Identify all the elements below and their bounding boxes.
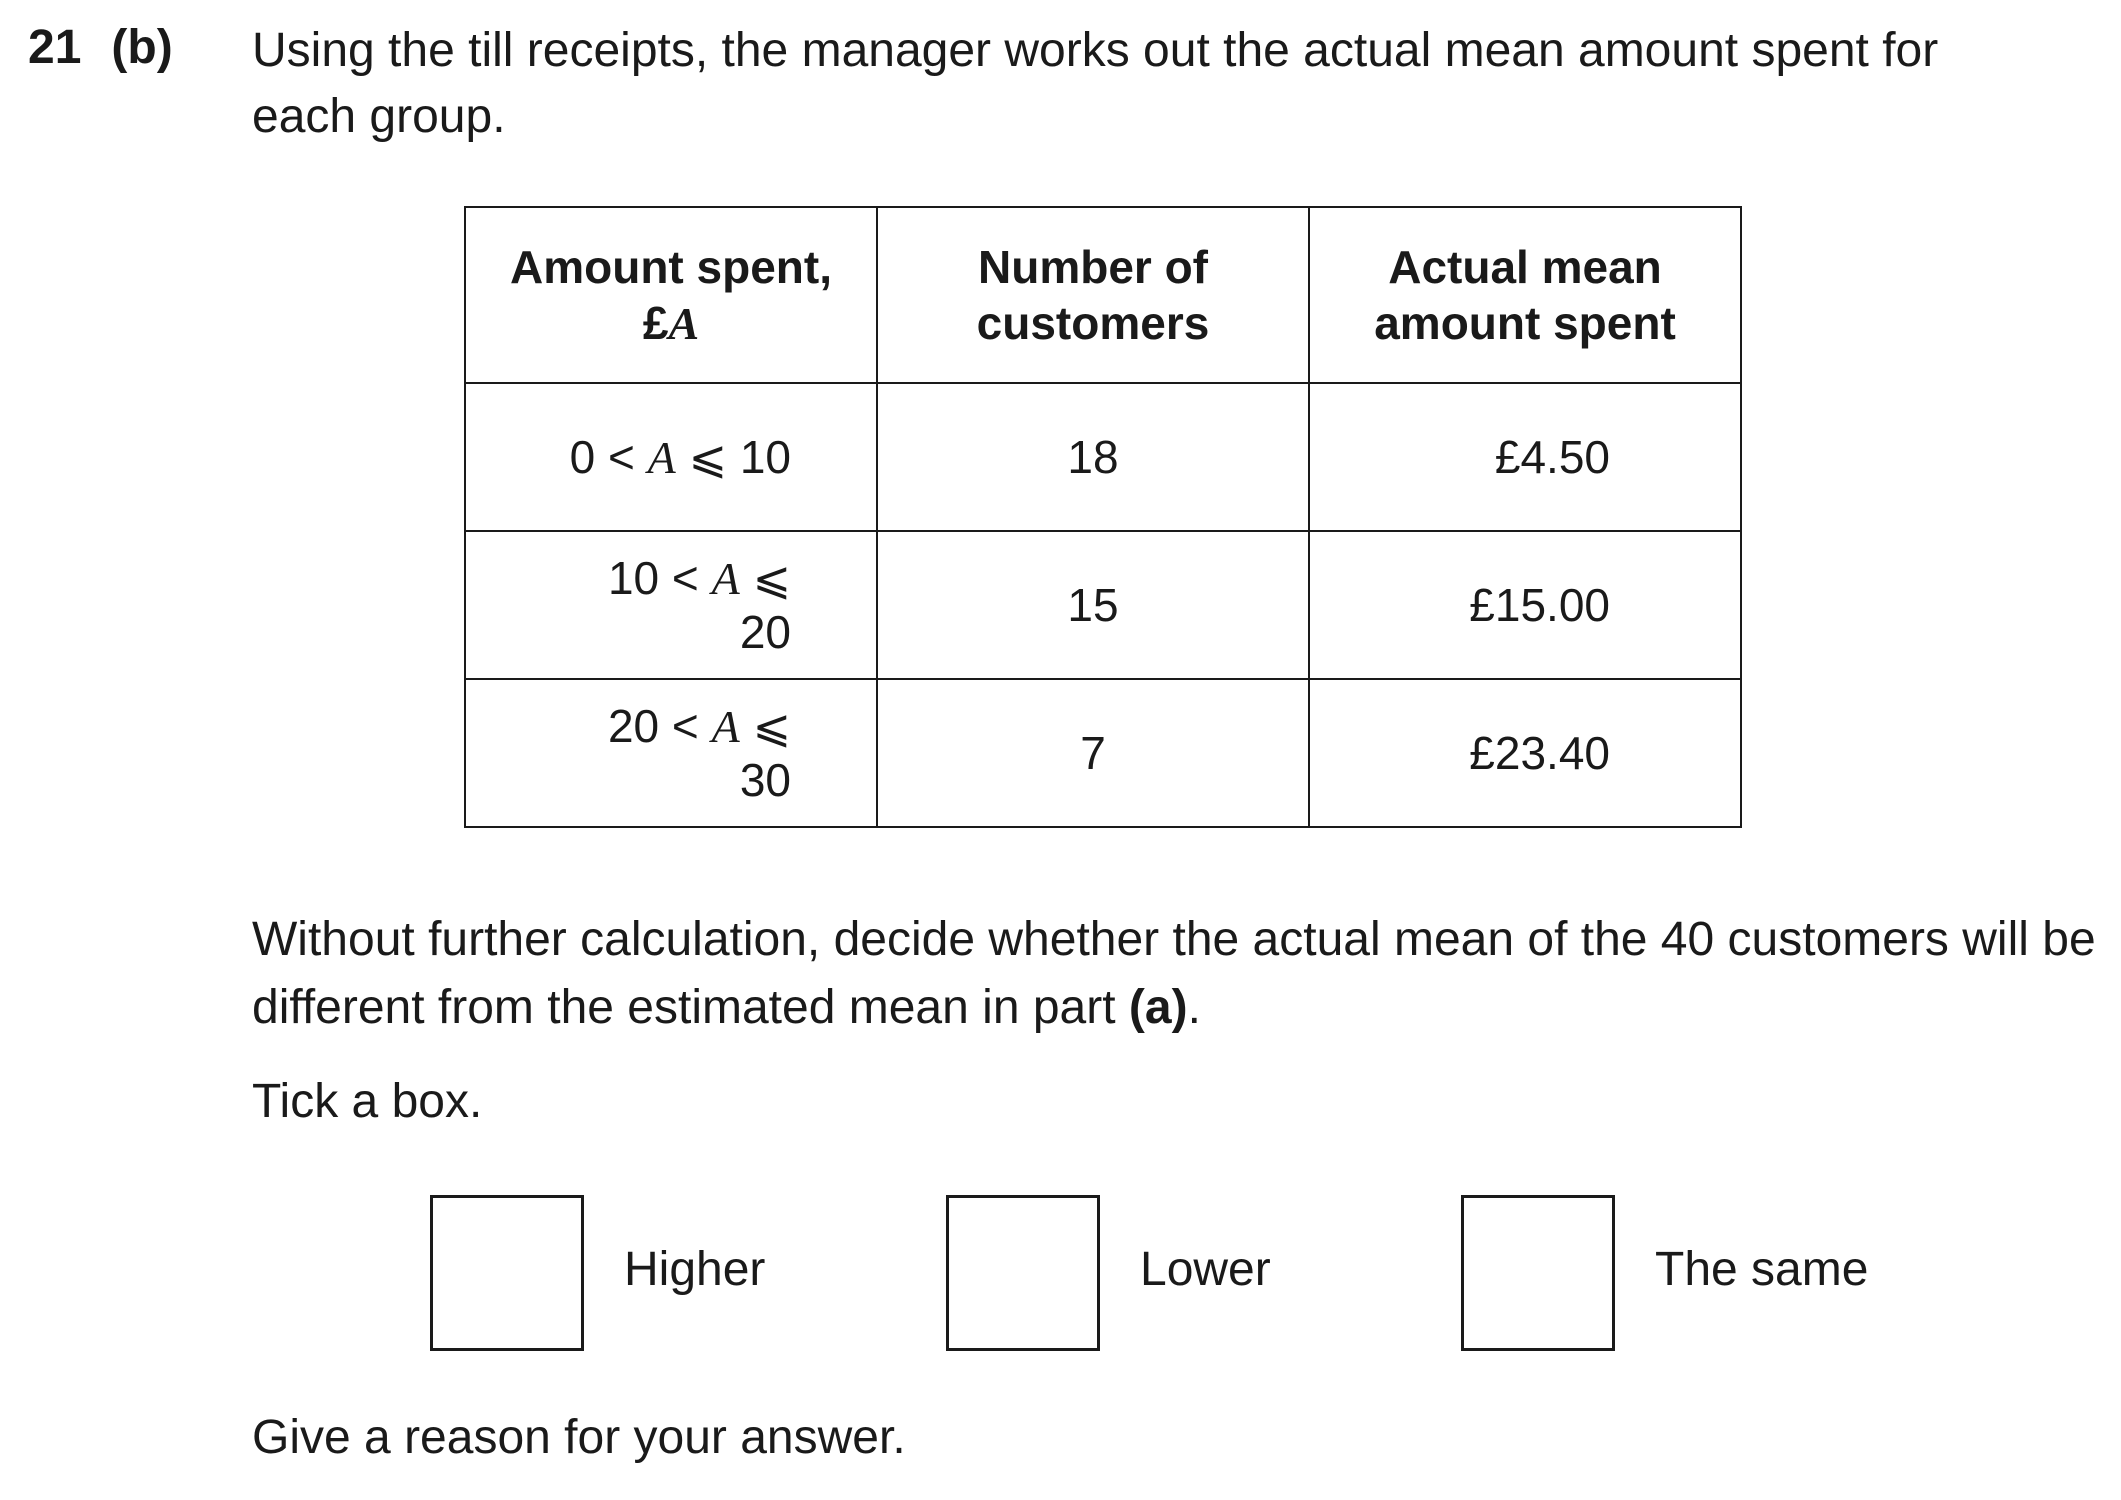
question-part: (b) [111, 21, 173, 74]
customers-cell: 18 [877, 383, 1309, 531]
same-checkbox[interactable] [1461, 1195, 1615, 1351]
question-intro: Using the till receipts, the manager works out the actual mean amount spent for each group. [252, 24, 1939, 143]
header-number-of-customers [877, 207, 1309, 383]
range-lt: < [671, 700, 699, 752]
table-row [465, 679, 1741, 827]
range-le: ⩽ [752, 700, 791, 752]
range-high: 20 [739, 606, 791, 658]
amount-range [551, 430, 791, 484]
range-low: 20 [607, 700, 660, 752]
question-number [28, 18, 173, 78]
header-customers-line1: Number of [978, 241, 1208, 293]
header-amount-line1: Amount spent, [510, 240, 832, 293]
table-header-row [465, 207, 1741, 383]
amount-range-cell [465, 383, 877, 531]
customers-cell: 7 [877, 679, 1309, 827]
header-actual-mean [1309, 207, 1741, 383]
lower-label: Lower [1140, 1243, 1271, 1296]
mean-cell [1309, 679, 1741, 827]
question-number-value: 21 [28, 21, 82, 74]
range-var: A [647, 432, 676, 483]
part-a-reference: (a) [1128, 981, 1188, 1034]
range-lt: < [607, 431, 635, 483]
range-high: 30 [739, 754, 791, 806]
range-high: 10 [739, 431, 791, 483]
range-lt: < [671, 552, 699, 604]
mean-value: £23.40 [1469, 727, 1610, 779]
header-customers-line2: customers [976, 297, 1210, 349]
mean-cell [1309, 383, 1741, 531]
customers-cell: 15 [877, 531, 1309, 679]
higher-label: Higher [624, 1243, 766, 1296]
range-le: ⩽ [752, 552, 791, 604]
amount-range-cell [465, 531, 877, 679]
header-amount-line2 [466, 295, 876, 352]
reason-prompt: Give a reason for your answer. [252, 1411, 906, 1464]
amount-range [551, 551, 791, 659]
mean-value: £15.00 [1469, 579, 1610, 631]
mean-value: £4.50 [1494, 431, 1610, 483]
mean-cell [1309, 531, 1741, 679]
instruction-text [252, 906, 2112, 1042]
header-mean-line2: amount spent [1374, 297, 1676, 349]
header-variable-a: A [668, 297, 700, 349]
amount-range-cell [465, 679, 877, 827]
range-low: 0 [569, 431, 596, 483]
header-pound-sign: £ [642, 296, 669, 349]
header-mean-line1: Actual mean [1388, 241, 1662, 293]
table-row [465, 531, 1741, 679]
range-var: A [711, 553, 740, 604]
higher-checkbox[interactable] [430, 1195, 584, 1351]
same-label: The same [1655, 1243, 1869, 1296]
amount-range [551, 699, 791, 807]
table-row [465, 383, 1741, 531]
instruction-text-after: . [1187, 981, 1201, 1034]
range-low: 10 [607, 552, 660, 604]
range-var: A [711, 701, 740, 752]
header-amount-spent [465, 207, 877, 383]
range-le: ⩽ [688, 431, 728, 483]
instruction-text-before: Without further calculation, decide whether the actual mean of the 40 customers will be different from the estimated mean in part [252, 913, 2096, 1034]
spending-table [464, 206, 1742, 828]
tick-instruction: Tick a box. [252, 1075, 483, 1128]
lower-checkbox[interactable] [946, 1195, 1100, 1351]
